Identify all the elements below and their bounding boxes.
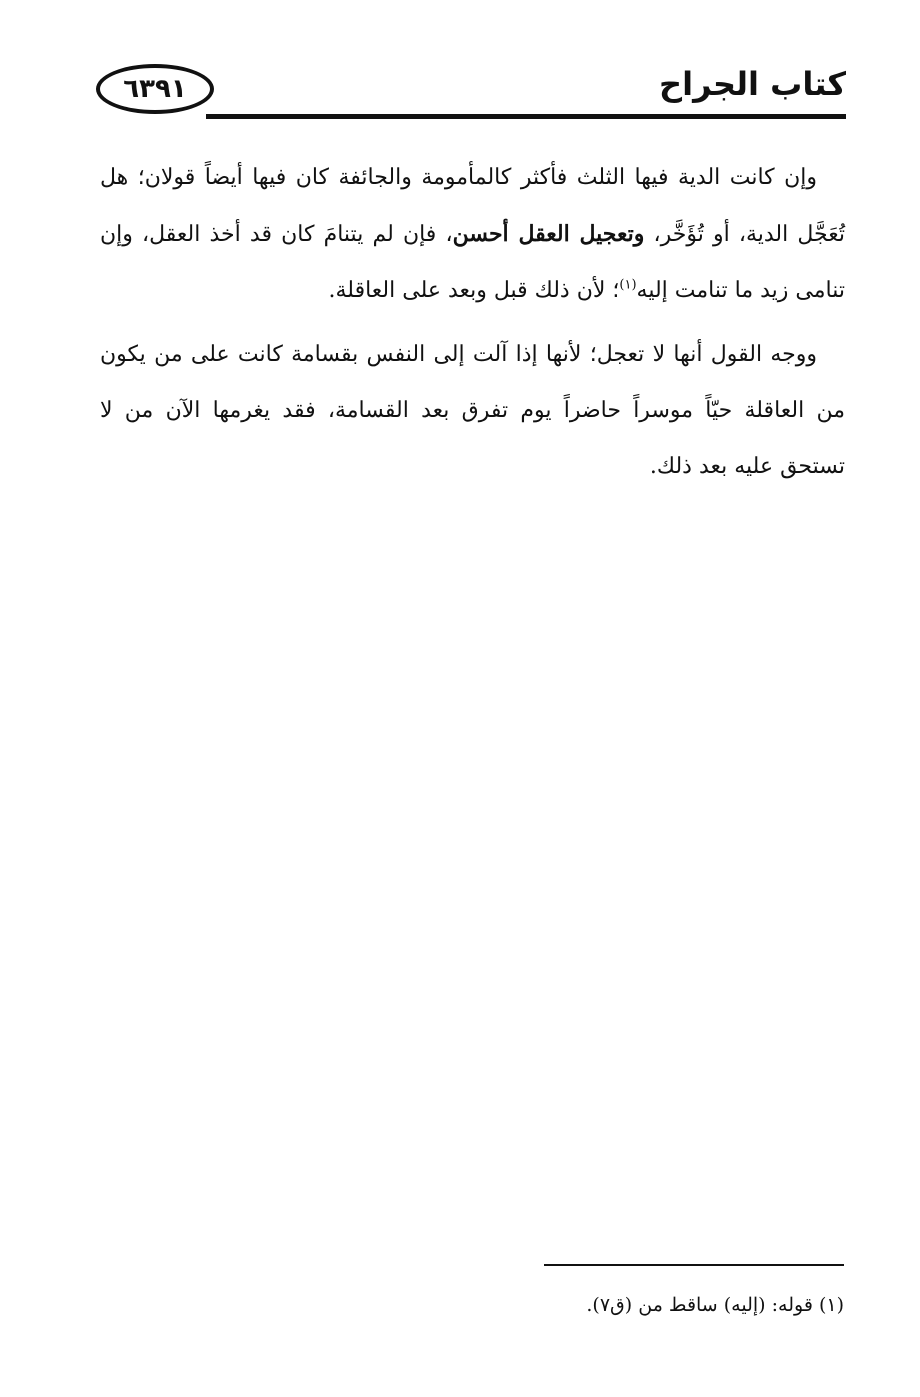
paragraph-1-text-b: ، فإن لم يتنامَ كان قد أخذ العقل، وإن تنامى زيد ما تنامت إليه <box>100 222 845 303</box>
paragraph-1-text-a: وإن كانت الدية فيها الثلث فأكثر كالمأمومة والجائفة كان فيها أيضاً قولان؛ هل تُعَجَّل الدية، أو تُؤَخَّر، <box>100 165 845 247</box>
page-number: ٦٣٩١ <box>123 74 187 104</box>
footnote-separator <box>544 1264 844 1266</box>
footnote: (١) قوله: (إليه) ساقط من (ق٧). <box>586 1294 844 1316</box>
header-rule <box>206 114 846 119</box>
paragraph-1 <box>100 150 845 319</box>
running-header <box>96 58 846 122</box>
paragraph-1-bold-phrase: وتعجيل العقل أحسن <box>452 221 645 247</box>
paragraph-1-text-c: ؛ لأن ذلك قبل وبعد على العاقلة. <box>328 278 620 303</box>
footnote-reference[interactable]: (١) <box>619 277 637 293</box>
book-title: كتاب الجراح <box>659 65 846 103</box>
paragraph-2: ووجه القول أنها لا تعجل؛ لأنها إذا آلت إلى النفس بقسامة كانت على من يكون من العاقلة حيّاً موسراً حاضراً يوم تفرق بعد القسامة، فقد يغرمها الآن من لا تستحق عليه بعد ذلك. <box>100 342 845 479</box>
main-text <box>100 150 845 503</box>
page-number-badge <box>96 64 214 114</box>
